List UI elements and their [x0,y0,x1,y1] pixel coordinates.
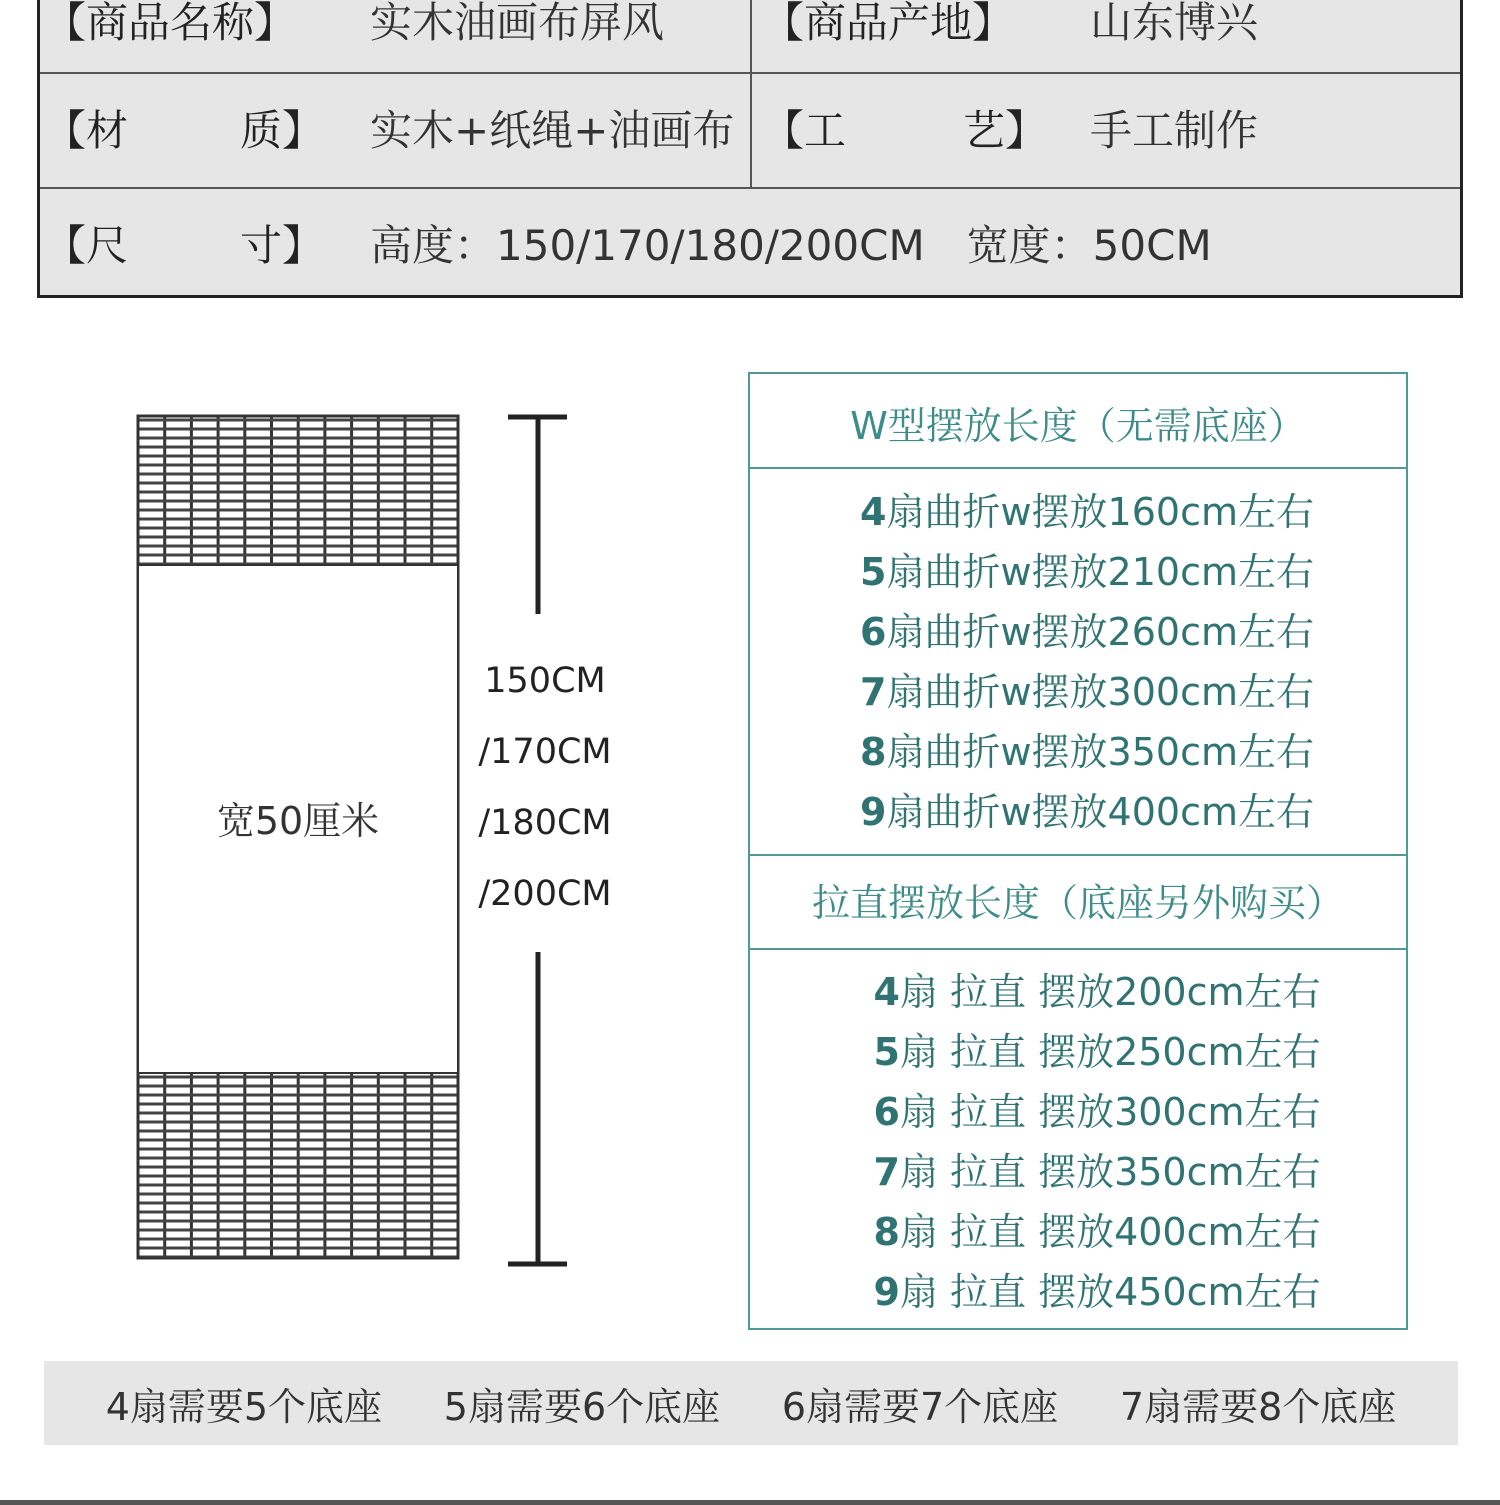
size-key [44,221,324,271]
height-label: /200CM [478,874,612,914]
w-placement-list [750,482,1406,842]
straight-placement-item: 9扇 拉直 摆放450cm左右 [873,1270,1321,1314]
w-placement-item: 4扇曲折w摆放160cm左右 [860,490,1314,534]
product-name-key: 【商品名称】 [44,0,297,47]
spec-row-size [40,187,1460,297]
straight-placement-item: 8扇 拉直 摆放400cm左右 [873,1210,1321,1254]
bases-note: 6扇需要7个底座 [781,1384,1059,1429]
w-placement-item: 6扇曲折w摆放260cm左右 [860,610,1314,654]
material-key [44,106,324,156]
straight-placement-item: 4扇 拉直 摆放200cm左右 [873,970,1321,1014]
material-key-left: 【材 [44,106,129,155]
w-placement-item: 9扇曲折w摆放400cm左右 [860,790,1314,834]
height-label: 150CM [484,661,606,701]
origin-value: 山东博兴 [1090,0,1259,47]
bases-note: 5扇需要6个底座 [443,1384,721,1429]
craft-key [762,106,1047,156]
material-value: 实木+纸绳+油画布 [370,106,735,155]
size-key-left: 【尺 [44,221,129,270]
straight-placement-item: 6扇 拉直 摆放300cm左右 [873,1090,1321,1134]
size-value: 高度：150/170/180/200CM 宽度：50CM [370,221,1212,270]
product-name-value: 实木油画布屏风 [370,0,665,47]
straight-placement-title: 拉直摆放长度（底座另外购买） [750,854,1406,950]
straight-placement-item: 7扇 拉直 摆放350cm左右 [873,1150,1321,1194]
weave-bottom [138,1073,458,1258]
craft-value: 手工制作 [1090,106,1259,155]
height-labels [470,656,620,940]
material-key-right: 质】 [239,106,324,155]
placement-table [748,372,1408,1330]
straight-placement-item: 5扇 拉直 摆放250cm左右 [873,1030,1321,1074]
bottom-divider [0,1500,1500,1505]
craft-key-left: 【工 [762,106,847,155]
height-label: /170CM [478,732,612,772]
w-placement-item: 8扇曲折w摆放350cm左右 [860,730,1314,774]
size-key-right: 寸】 [239,221,324,270]
w-placement-title: W型摆放长度（无需底座） [750,374,1406,469]
bases-bar [44,1361,1458,1445]
bases-note: 7扇需要8个底座 [1119,1384,1397,1429]
w-placement-item: 7扇曲折w摆放300cm左右 [860,670,1314,714]
spec-row-name [40,0,1460,74]
spec-table [37,0,1463,298]
width-label: 宽50厘米 [216,799,380,843]
spec-row-material [40,72,1460,189]
bases-note: 4扇需要5个底座 [105,1384,383,1429]
craft-key-right: 艺】 [962,106,1047,155]
origin-key: 【商品产地】 [762,0,1015,47]
height-label: /180CM [478,803,612,843]
w-placement-item: 5扇曲折w摆放210cm左右 [860,550,1314,594]
straight-placement-list [750,962,1406,1322]
weave-top [138,416,458,565]
